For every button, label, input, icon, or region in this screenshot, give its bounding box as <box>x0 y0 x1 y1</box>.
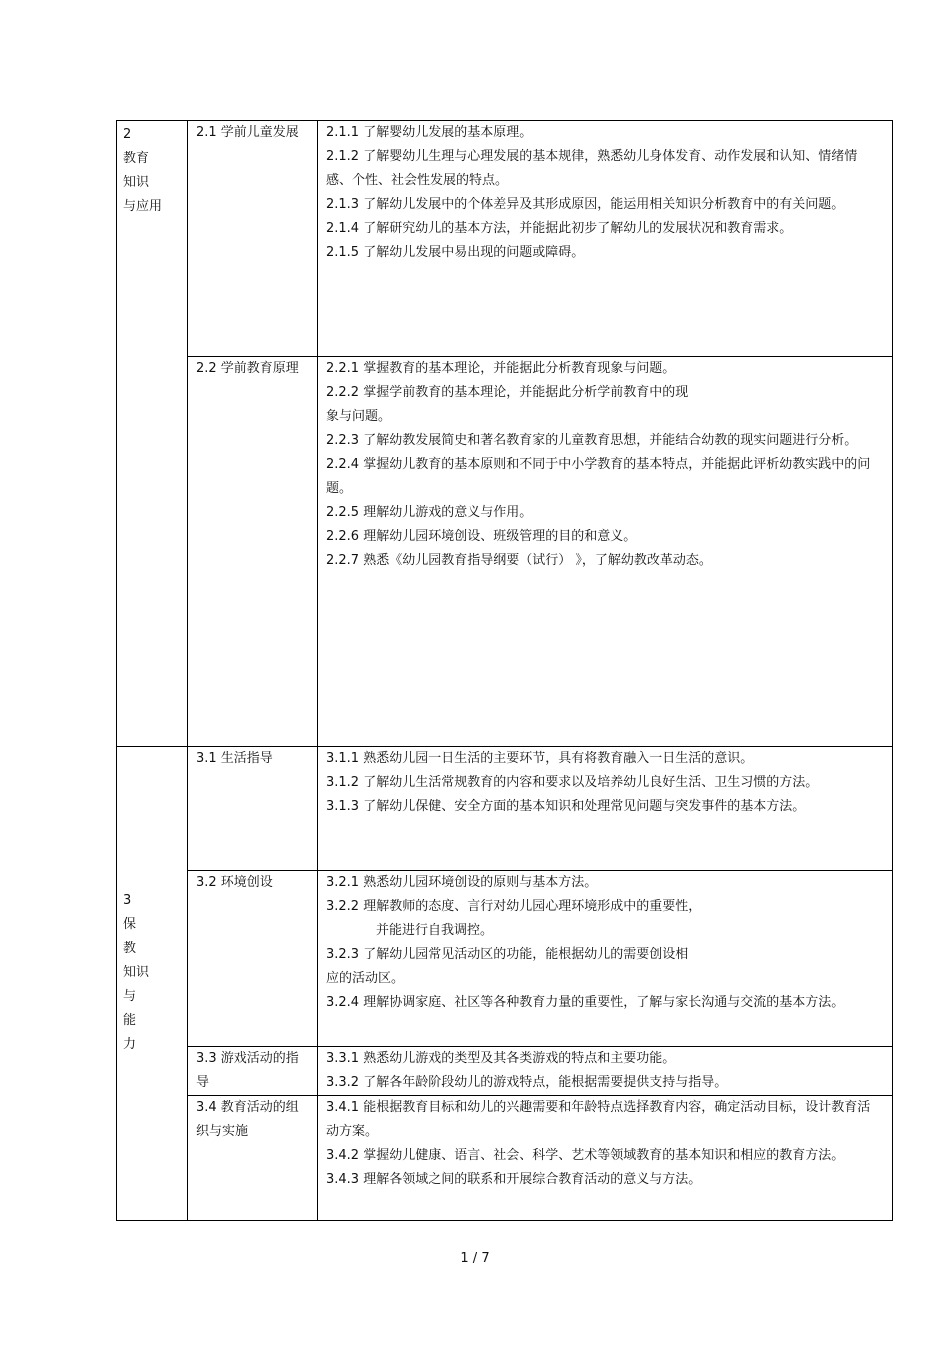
subsection-items-cell <box>318 747 893 871</box>
section-title-line: 与应用 <box>123 199 163 214</box>
table-row <box>117 1096 893 1221</box>
list-item: 并能进行自我调控。 <box>376 923 494 938</box>
list-item: 2.1.4 了解研究幼儿的基本方法，并能据此初步了解幼儿的发展状况和教育需求。 <box>326 221 793 236</box>
section-title-line: 与 <box>123 989 137 1004</box>
section-number: 2 <box>123 127 132 142</box>
subsection-label: 2.2 学前教育原理 <box>196 361 299 376</box>
section-title-line: 知识 <box>123 965 150 980</box>
section-cell-2 <box>117 121 188 747</box>
subsection-items-cell <box>318 871 893 1047</box>
list-item: 应的活动区。 <box>326 971 405 986</box>
subsection-items-cell <box>318 1096 893 1221</box>
section-title-line: 教育 <box>123 151 150 166</box>
list-item: 象与问题。 <box>326 409 392 424</box>
list-item: 2.1.3 了解幼儿发展中的个体差异及其形成原因，能运用相关知识分析教育中的有关问题。 <box>326 197 845 212</box>
section-title-line: 知识 <box>123 175 150 190</box>
table-row <box>117 747 893 871</box>
subsection-label-cell <box>188 357 318 747</box>
list-item: 3.2.2 理解教师的态度、言行对幼儿园心理环境形成中的重要性， <box>326 899 702 914</box>
subsection-label-cell <box>188 871 318 1047</box>
syllabus-table <box>116 120 893 1221</box>
subsection-label: 3.4 教育活动的组织与实施 <box>196 1100 299 1139</box>
list-item: 3.4.1 能根据教育目标和幼儿的兴趣需要和年龄特点选择教育内容，确定活动目标，设计教育活动方案。 <box>326 1100 871 1139</box>
subsection-label: 2.1 学前儿童发展 <box>196 125 299 140</box>
subsection-items-cell <box>318 1047 893 1096</box>
subsection-items-cell <box>318 121 893 357</box>
list-item: 3.1.3 了解幼儿保健、安全方面的基本知识和处理常见问题与突发事件的基本方法。 <box>326 799 806 814</box>
section-title-line: 力 <box>123 1037 137 1052</box>
list-item: 3.4.2 掌握幼儿健康、语言、社会、科学、艺术等领域教育的基本知识和相应的教育方法。 <box>326 1148 845 1163</box>
list-item: 2.2.3 了解幼教发展简史和著名教育家的儿童教育思想，并能结合幼教的现实问题进行分析。 <box>326 433 858 448</box>
list-item: 3.1.2 了解幼儿生活常规教育的内容和要求以及培养幼儿良好生活、卫生习惯的方法。 <box>326 775 819 790</box>
section-title-line: 教 <box>123 941 137 956</box>
subsection-label-cell <box>188 121 318 357</box>
list-item: 3.3.2 了解各年龄阶段幼儿的游戏特点，能根据需要提供支持与指导。 <box>326 1075 728 1090</box>
table-row <box>117 121 893 357</box>
subsection-label: 3.1 生活指导 <box>196 751 273 766</box>
list-item: 2.2.2 掌握学前教育的基本理论，并能据此分析学前教育中的现 <box>326 385 689 400</box>
subsection-label-cell <box>188 1047 318 1096</box>
subsection-label: 3.3 游戏活动的指导 <box>196 1051 299 1090</box>
subsection-label-cell <box>188 1096 318 1221</box>
list-item: 2.1.2 了解婴幼儿生理与心理发展的基本规律，熟悉幼儿身体发育、动作发展和认知、情绪情感、个性、社会性发展的特点。 <box>326 149 858 188</box>
list-item: 2.1.1 了解婴幼儿发展的基本原理。 <box>326 125 533 140</box>
section-number: 3 <box>123 893 132 908</box>
table-row <box>117 1047 893 1096</box>
subsection-label-cell <box>188 747 318 871</box>
table-row <box>117 357 893 747</box>
list-item: 2.1.5 了解幼儿发展中易出现的问题或障碍。 <box>326 245 585 260</box>
list-item: 3.4.3 理解各领域之间的联系和开展综合教育活动的意义与方法。 <box>326 1172 702 1187</box>
page-number: 1 / 7 <box>460 1251 490 1266</box>
list-item: 2.2.7 熟悉《幼儿园教育指导纲要（试行） 》，了解幼教改革动态。 <box>326 553 712 568</box>
list-item: 2.2.6 理解幼儿园环境创设、班级管理的目的和意义。 <box>326 529 637 544</box>
list-item: 3.2.3 了解幼儿园常见活动区的功能，能根据幼儿的需要创设相 <box>326 947 689 962</box>
list-item: 3.1.1 熟悉幼儿园一日生活的主要环节，具有将教育融入一日生活的意识。 <box>326 751 754 766</box>
list-item: 2.2.5 理解幼儿游戏的意义与作用。 <box>326 505 533 520</box>
table-row <box>117 871 893 1047</box>
subsection-items-cell <box>318 357 893 747</box>
list-item: 3.2.1 熟悉幼儿园环境创设的原则与基本方法。 <box>326 875 598 890</box>
section-title-line: 能 <box>123 1013 137 1028</box>
list-item: 2.2.1 掌握教育的基本理论，并能据此分析教育现象与问题。 <box>326 361 676 376</box>
section-cell-3 <box>117 747 188 1221</box>
list-item: 3.3.1 熟悉幼儿游戏的类型及其各类游戏的特点和主要功能。 <box>326 1051 676 1066</box>
subsection-label: 3.2 环境创设 <box>196 875 273 890</box>
list-item: 3.2.4 理解协调家庭、社区等各种教育力量的重要性，了解与家长沟通与交流的基本方法。 <box>326 995 845 1010</box>
section-title-line: 保 <box>123 917 137 932</box>
list-item: 2.2.4 掌握幼儿教育的基本原则和不同于中小学教育的基本特点，并能据此评析幼教实践中的问题。 <box>326 457 871 496</box>
